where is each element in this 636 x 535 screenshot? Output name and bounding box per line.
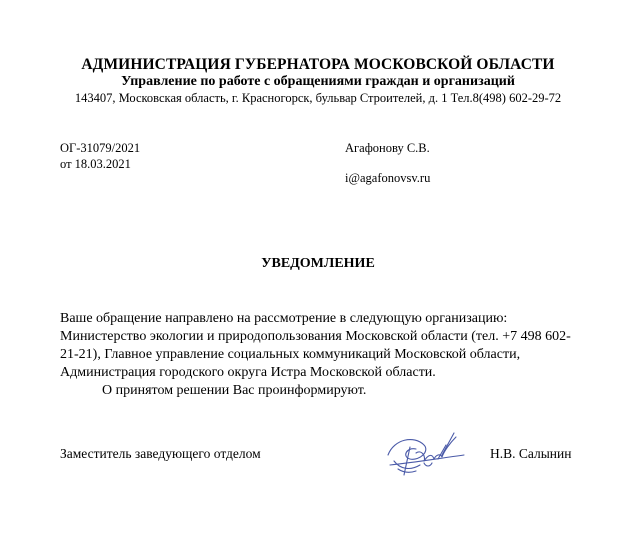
notice-title: УВЕДОМЛЕНИЕ bbox=[261, 256, 375, 271]
body-paragraph-1: Ваше обращение направлено на рассмотрение в следующую организацию: Министерство экологии и природопользования Московской области (тел. +7 498 602-21-21), Главное управление социальных коммуникаций Московской области, Администрация городского округа Истра Московской области. bbox=[60, 311, 571, 380]
recipient-email: i@agafonovsv.ru bbox=[345, 171, 431, 185]
body-paragraph-2: О принятом решении Вас проинформируют. bbox=[102, 383, 367, 398]
organization-address: 143407, Московская область, г. Красногорск, бульвар Строителей, д. 1 Тел.8(498) 602-29-72 bbox=[74, 91, 562, 105]
organization-title: АДМИНИСТРАЦИЯ ГУБЕРНАТОРА МОСКОВСКОЙ ОБЛАСТИ bbox=[81, 56, 555, 73]
reference-block bbox=[60, 140, 140, 172]
signer-role: Заместитель заведующего отделом bbox=[60, 446, 261, 461]
reference-date: от 18.03.2021 bbox=[60, 157, 131, 171]
department-name: Управление по работе с обращениями граждан и организаций bbox=[121, 74, 515, 89]
document-header bbox=[0, 56, 636, 106]
reference-number: ОГ-31079/2021 bbox=[60, 141, 141, 155]
notice-body bbox=[60, 310, 580, 400]
recipient-block bbox=[345, 140, 430, 186]
recipient-name: Агафонову С.В. bbox=[345, 141, 430, 155]
handwritten-signature bbox=[380, 425, 470, 485]
signer-name: Н.В. Салынин bbox=[490, 446, 572, 461]
